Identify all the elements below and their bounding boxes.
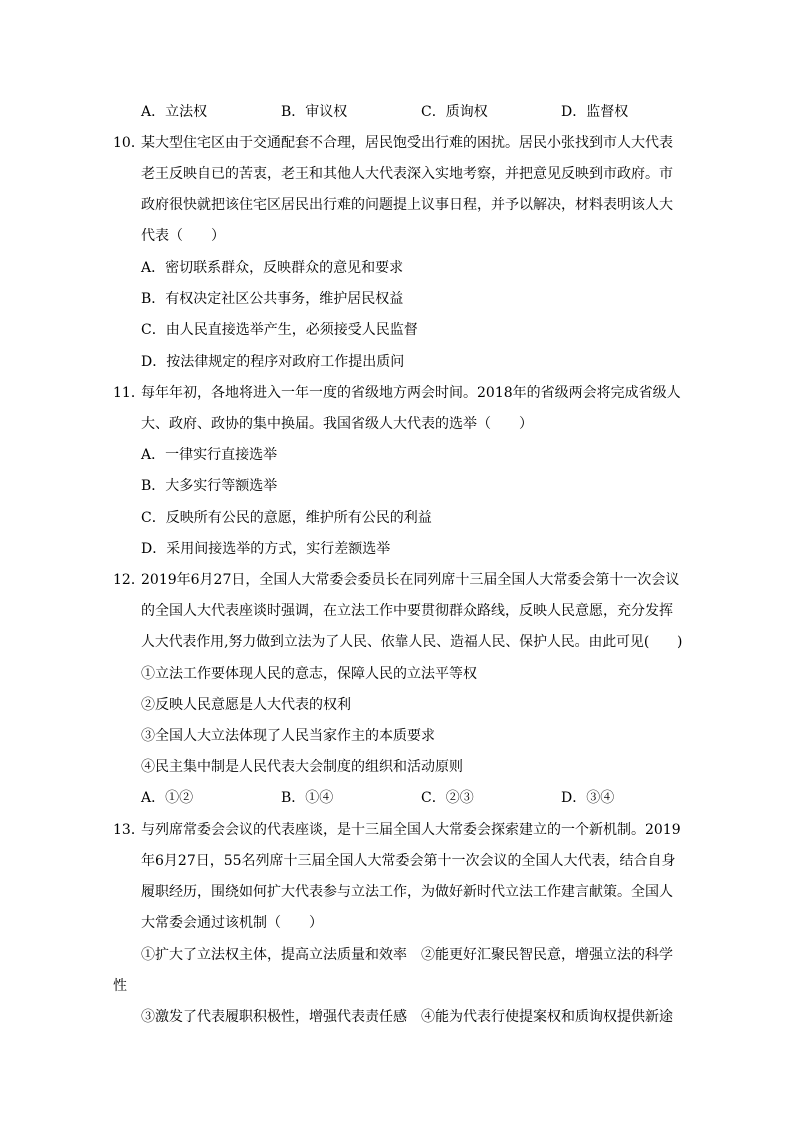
q12-statement: ①立法工作要体现人民的意志，保障人民的立法平等权 (141, 666, 477, 682)
q13-statement: 性 (113, 978, 127, 994)
q13-statement: ①扩大了立法权主体，提高立法质量和效率 ②能更好汇聚民智民意，增强立法的科学 (141, 947, 673, 963)
q12-stem-line: 人大代表作用,努力做到立法为了人民、依靠人民、造福人民、保护人民。由此可见( ) (141, 634, 683, 650)
q11-stem-line: 大、政府、政协的集中换届。我国省级人大代表的选举（ ） (141, 416, 533, 432)
q9-option-d[interactable]: D．监督权 (561, 104, 629, 120)
q13-statement: ③激发了代表履职积极性，增强代表责任感 ④能为代表行使提案权和质询权提供新途 (141, 1009, 673, 1025)
q10-stem-line: 代表（ ） (141, 228, 225, 244)
q10-option-d[interactable]: D．按法律规定的程序对政府工作提出质问 (141, 354, 405, 370)
q11-option-b[interactable]: B．大多实行等额选举 (141, 478, 278, 494)
q10-stem-line: 政府很快就把该住宅区居民出行难的问题提上议事日程，并予以解决，材料表明该人大 (141, 197, 673, 213)
q12-option-b[interactable]: B．①④ (281, 790, 334, 806)
q13-number: 13． (113, 822, 145, 838)
q11-option-c[interactable]: C．反映所有公民的意愿，维护所有公民的利益 (141, 510, 432, 526)
q12-statement: ②反映人民意愿是人大代表的权利 (141, 697, 351, 713)
q10-stem-line: 老王反映自已的苦衷，老王和其他人大代表深入实地考察，并把意见反映到市政府。市 (141, 166, 673, 182)
q13-stem-line: 与列席常委会会议的代表座谈，是十三届全国人大常委会探索建立的一个新机制。2019 (141, 822, 681, 838)
q11-option-d[interactable]: D．采用间接选举的方式，实行差额选举 (141, 541, 391, 557)
q12-option-d[interactable]: D．③④ (561, 790, 615, 806)
q12-option-c[interactable]: C．②③ (421, 790, 474, 806)
q11-number: 11． (113, 385, 145, 401)
q9-option-a[interactable]: A．立法权 (141, 104, 208, 120)
q12-statement: ③全国人大立法体现了人民当家作主的本质要求 (141, 728, 435, 744)
q10-option-c[interactable]: C．由人民直接选举产生，必须接受人民监督 (141, 322, 418, 338)
q12-stem-line: 2019年6月27日，全国人大常委会委员长在同列席十三届全国人大常委会第十一次会议 (141, 572, 680, 588)
q12-number: 12． (113, 572, 145, 588)
q11-stem-line: 每年年初，各地将进入一年一度的省级地方两会时间。2018年的省级两会将完成省级人 (141, 385, 681, 401)
q9-option-c[interactable]: C．质询权 (421, 104, 488, 120)
q12-stem-line: 的全国人大代表座谈时强调，在立法工作中要贯彻群众路线，反映人民意愿，充分发挥 (141, 603, 673, 619)
q11-option-a[interactable]: A．一律实行直接选举 (141, 447, 278, 463)
q10-option-b[interactable]: B．有权决定社区公共事务，维护居民权益 (141, 291, 404, 307)
q13-stem-line: 大常委会通过该机制（ ） (141, 915, 323, 931)
q12-option-a[interactable]: A．①② (141, 790, 194, 806)
q13-stem-line: 履职经历，围绕如何扩大代表参与立法工作，为做好新时代立法工作建言献策。全国人 (141, 884, 673, 900)
q10-number: 10． (113, 135, 145, 151)
q12-statement: ④民主集中制是人民代表大会制度的组织和活动原则 (141, 759, 463, 775)
q12-options (0, 788, 794, 808)
q9-option-b[interactable]: B．审议权 (281, 104, 348, 120)
q10-option-a[interactable]: A．密切联系群众，反映群众的意见和要求 (141, 260, 404, 276)
q10-stem-line: 某大型住宅区由于交通配套不合理，居民饱受出行难的困扰。居民小张找到市人大代表 (141, 135, 673, 151)
q9-options (0, 102, 794, 122)
q13-stem-line: 年6月27日，55名列席十三届全国人大常委会第十一次会议的全国人大代表，结合自身 (141, 853, 676, 869)
